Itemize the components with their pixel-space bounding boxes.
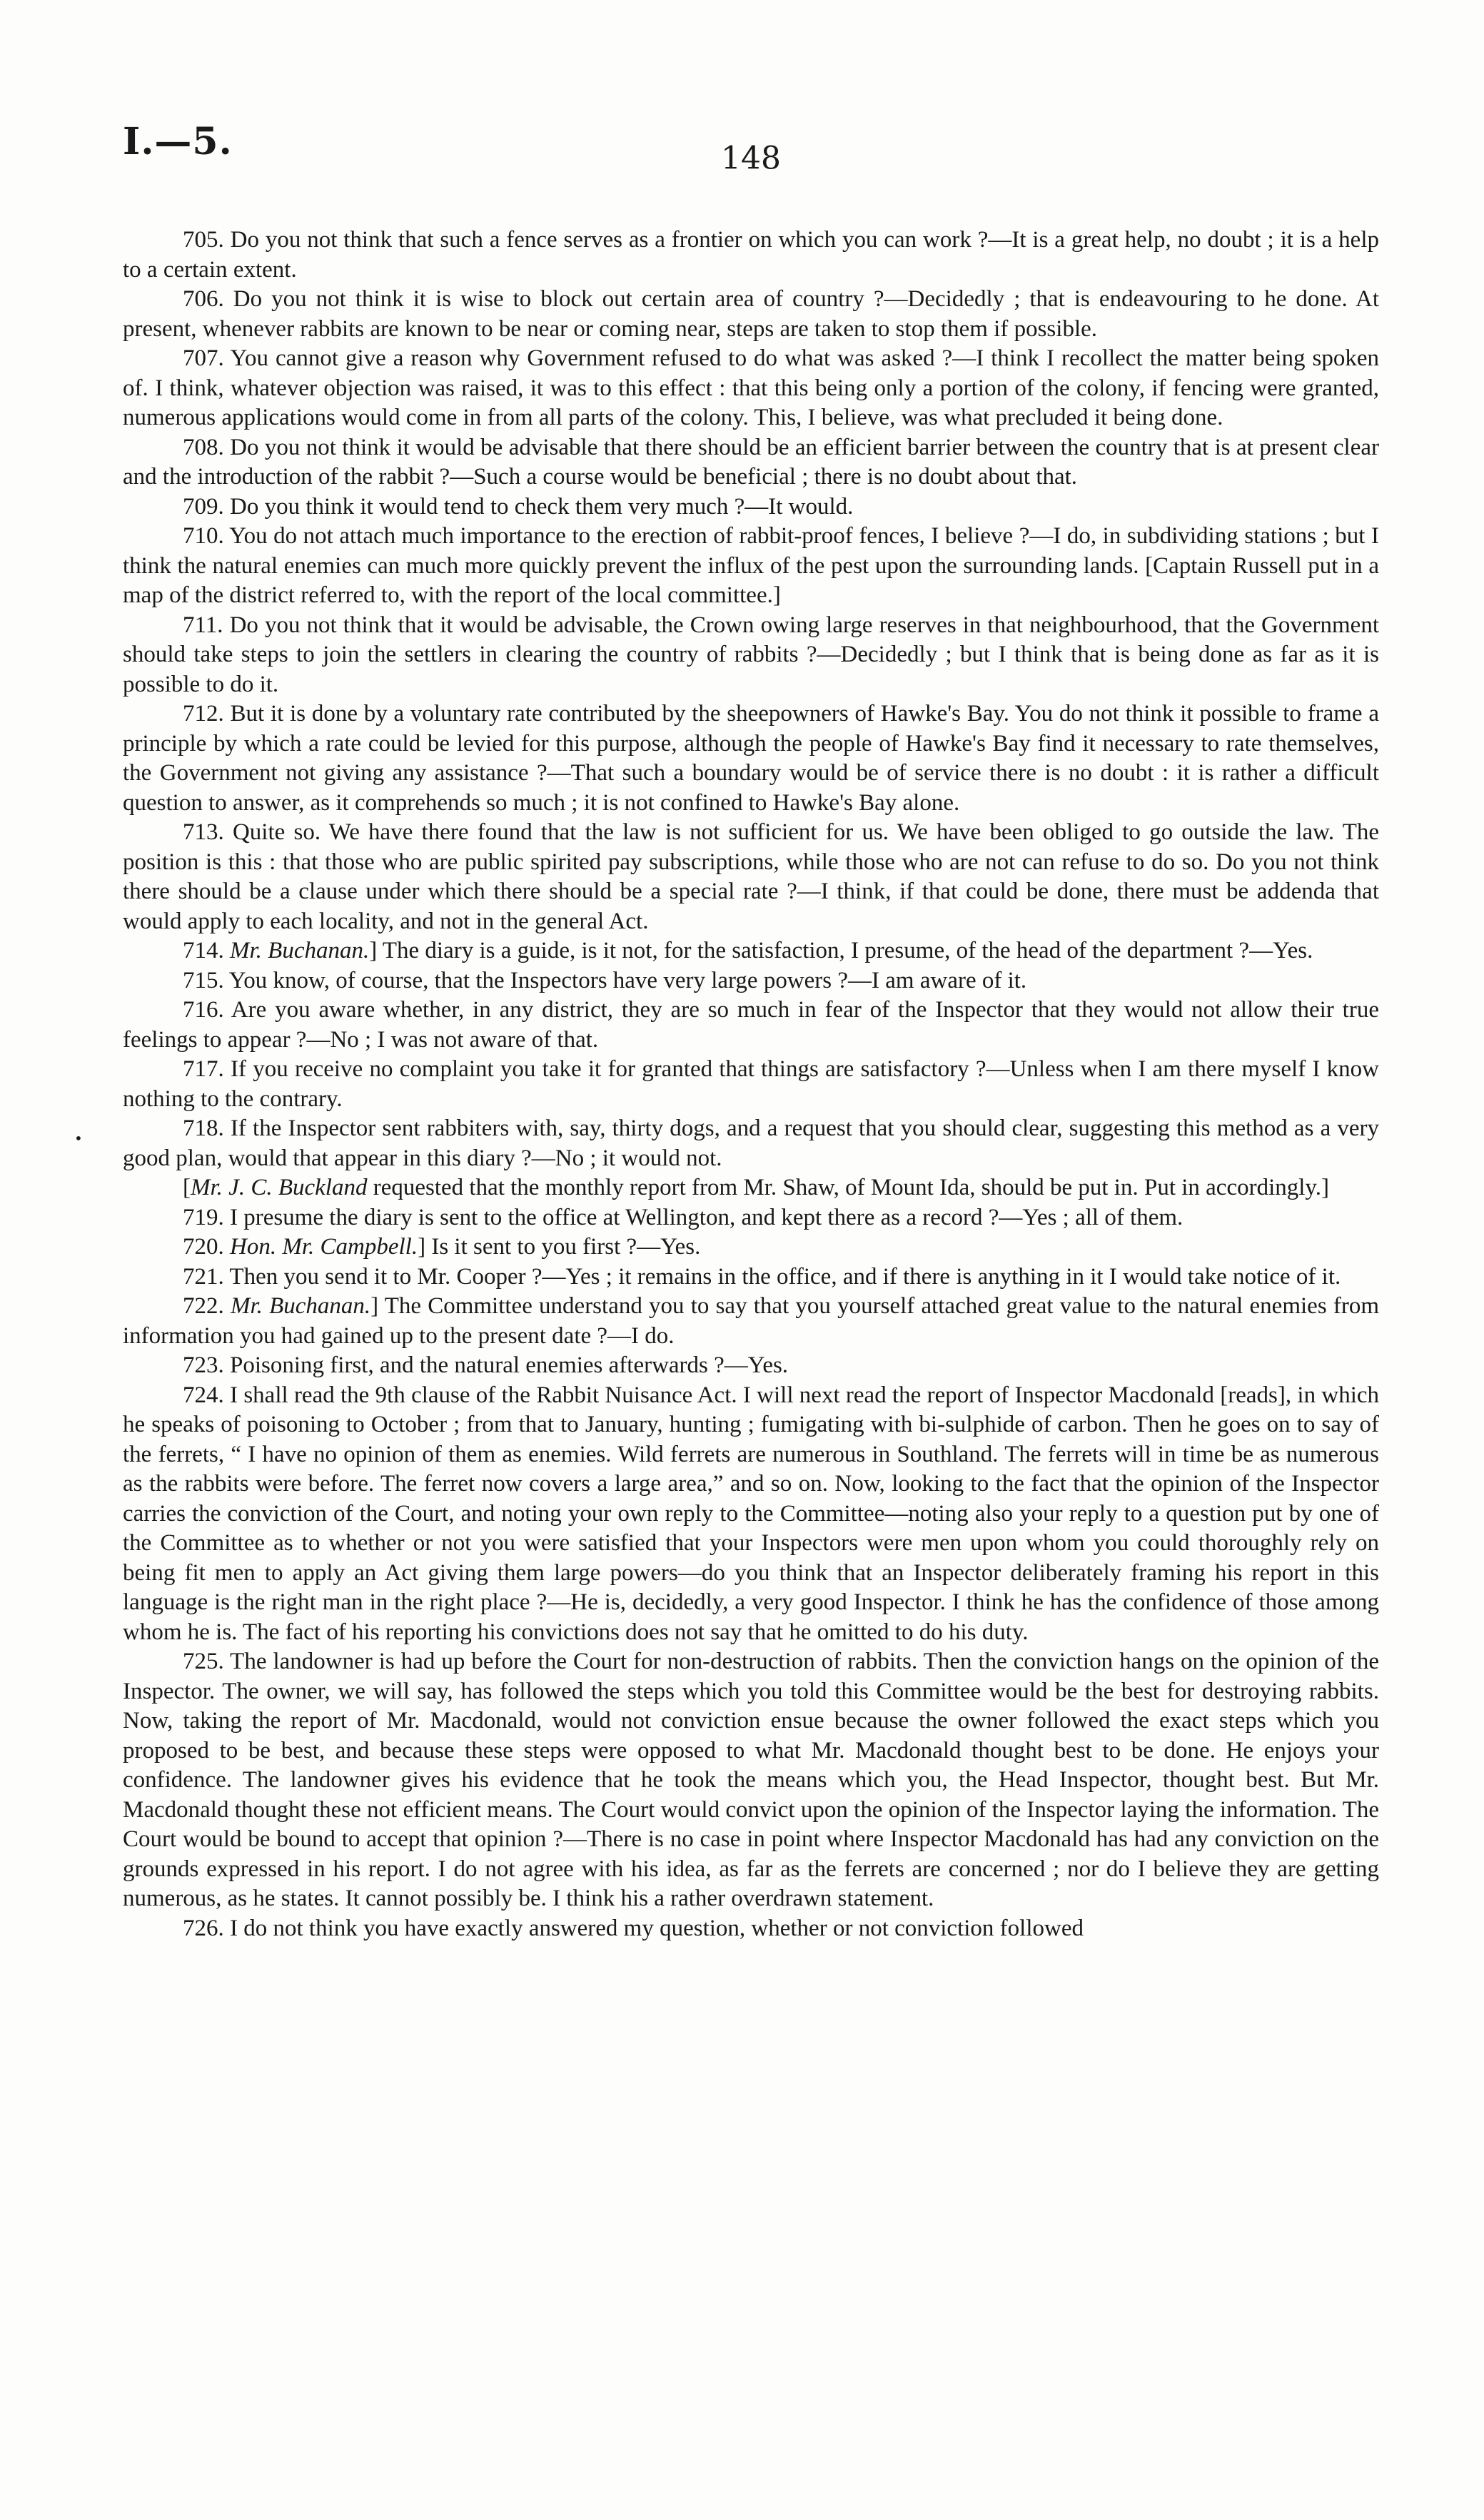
margin-dot: •	[74, 1130, 83, 1147]
paragraph: 716. Are you aware whether, in any district, they are so much in fear of the Inspector that they would not allow their true feelings to appear ?—No ; I was not aware of that.	[123, 997, 1379, 1053]
paragraph: 725. The landowner is had up before the Court for non-destruction of rabbits. Then the conviction hangs on the opinion of the Inspector. The owner, we will say, has followed the steps which you told this Committee would be the best for destroying rabbits. Now, taking the report of Mr. Macdonald, would not conviction ensue because the owner followed the exact steps which you proposed to be best, and because these steps were opposed to what Mr. Macdonald thought best to be done. He enjoys your confidence. The landowner gives his evidence that he took the means which you, the Head Inspector, thought best. But Mr. Macdonald thought these not efficient means. The Court would convict upon the opinion of the Inspector laying the information. The Court would be bound to accept that opinion ?—There is no case in point where Inspector Macdonald has had any conviction on the grounds expressed in his report. I do not agree with his idea, as far as the ferrets are concerned ; nor do I believe they are getting numerous, as he states. It cannot possibly be. I think his a rather overdrawn statement.	[123, 1649, 1379, 1911]
paragraph: 714. Mr. Buchanan.] The diary is a guide, is it not, for the satisfaction, I presume, of the head of the department ?—Yes.	[183, 938, 1313, 963]
paragraph: 724. I shall read the 9th clause of the Rabbit Nuisance Act. I will next read the report of Inspector Macdonald [reads], in which he speaks of poisoning to October ; from that to January, hunting ; fumigating with bi-sulphide of carbon. Then he goes on to say of the ferrets, “ I have no opinion of them as enemies. Wild ferrets are numerous in Southland. The ferrets will in time be as numerous as the rabbits were before. The ferret now covers a large area,” and so on. Now, looking to the fact that the opinion of the Inspector carries the conviction of the Court, and noting your own reply to the Committee—noting also your reply to a question put by one of the Committee as to whether or not you were satisfied that your Inspectors were men upon whom you could thoroughly rely on being fit men to apply an Act giving them large powers—do you think that an Inspector deliberately framing his report in this language is the right man in the right place ?—He is, decidedly, a very good Inspector. I think he has the confidence of those among whom he is. The fact of his reporting his convictions does not say that he omitted to do his duty.	[123, 1382, 1380, 1645]
paragraph: 722. Mr. Buchanan.] The Committee understand you to say that you yourself attached great value to the natural enemies from information you had gained up to the present date ?—I do.	[123, 1293, 1379, 1349]
paragraph: 713. Quite so. We have there found that the law is not sufficient for us. We have been obliged to go outside the law. The position is this : that those who are public spirited pay subscriptions, while those who are not can refuse to do so. Do you not think there should be a clause under which there should be a special rate ?—I think, if that could be done, there must be addenda that would apply to each locality, and not in the general Act.	[123, 819, 1380, 934]
paragraph: [Mr. J. C. Buckland requested that the monthly report from Mr. Shaw, of Mount Ida, should be put in. Put in accordingly.]	[183, 1175, 1330, 1200]
paragraph: 707. You cannot give a reason why Government refused to do what was asked ?—I think I recollect the matter being spoken of. I think, whatever objection was raised, it was to this effect : that this being only a portion of the colony, if fencing were granted, numerous applications would come in from all parts of the colony. This, I believe, was what precluded it being done.	[123, 345, 1379, 430]
speaker: Mr. Buchanan.	[230, 938, 370, 963]
speaker: Mr. J. C. Buckland	[191, 1175, 368, 1200]
speaker: Mr. Buchanan.	[230, 1293, 371, 1319]
paragraph: 719. I presume the diary is sent to the office at Wellington, and kept there as a record ?—Yes ; all of them.	[183, 1204, 1183, 1230]
paragraph: 709. Do you think it would tend to check them very much ?—It would.	[183, 493, 854, 520]
paragraph: 721. Then you send it to Mr. Cooper ?—Yes ; it remains in the office, and if there is anything in it I would take notice of it.	[183, 1263, 1341, 1290]
paragraph: 708. Do you not think it would be advisable that there should be an efficient barrier between the country that is at present clear and the introduction of the rabbit ?—Such a course would be beneficial ; there is no doubt about that.	[123, 434, 1379, 490]
speaker: Hon. Mr. Campbell.	[230, 1234, 418, 1260]
paragraph: 712. But it is done by a voluntary rate contributed by the sheepowners of Hawke's Bay. You do not think it possible to frame a principle by which a rate could be levied for this purpose, although the people of Hawke's Bay find it necessary to rate themselves, the Government not giving any assistance ?—That such a boundary would be of service there is no doubt : it is rather a difficult question to answer, as it comprehends so much ; it is not confined to Hawke's Bay alone.	[123, 701, 1379, 816]
paragraph: 706. Do you not think it is wise to block out certain area of country ?—Decidedly ; that is endeavouring to he done. At present, whenever rabbits are known to be near or coming near, steps are taken to stop them if possible.	[123, 286, 1380, 342]
paragraph: 717. If you receive no complaint you take it for granted that things are satisfactory ?—Unless when I am there myself I know nothing to the contrary.	[123, 1056, 1380, 1112]
paragraph: 726. I do not think you have exactly answered my question, whether or not conviction followed	[183, 1915, 1084, 1941]
paragraph: 710. You do not attach much importance to the erection of rabbit-proof fences, I believe ?—I do, in subdividing stations ; but I think the natural enemies can much more quickly prevent the influx of the pest upon the surrounding lands. [Captain Russell put in a map of the district referred to, with the report of the local committee.]	[123, 523, 1379, 608]
evidence-text	[123, 226, 1379, 1943]
paper-reference: I.—5.	[123, 120, 233, 163]
page-number: 148	[721, 140, 781, 177]
paragraph: 718. If the Inspector sent rabbiters with, say, thirty dogs, and a request that you should clear, suggesting this method as a very good plan, would that appear in this diary ?—No ; it would not.	[123, 1115, 1379, 1171]
paragraph: 711. Do you not think that it would be advisable, the Crown owing large reserves in that neighbourhood, that the Government should take steps to join the settlers in clearing the country of rabbits ?—Decidedly ; but I think that is being done as far as it is possible to do it.	[123, 612, 1379, 697]
paragraph: 715. You know, of course, that the Inspectors have very large powers ?—I am aware of it.	[183, 967, 1027, 993]
paragraph: 720. Hon. Mr. Campbell.] Is it sent to you first ?—Yes.	[183, 1234, 701, 1260]
paragraph: 705. Do you not think that such a fence serves as a frontier on which you can work ?—It is a great help, no doubt ; it is a help to a certain extent.	[123, 227, 1380, 283]
paragraph: 723. Poisoning first, and the natural enemies afterwards ?—Yes.	[183, 1352, 789, 1378]
